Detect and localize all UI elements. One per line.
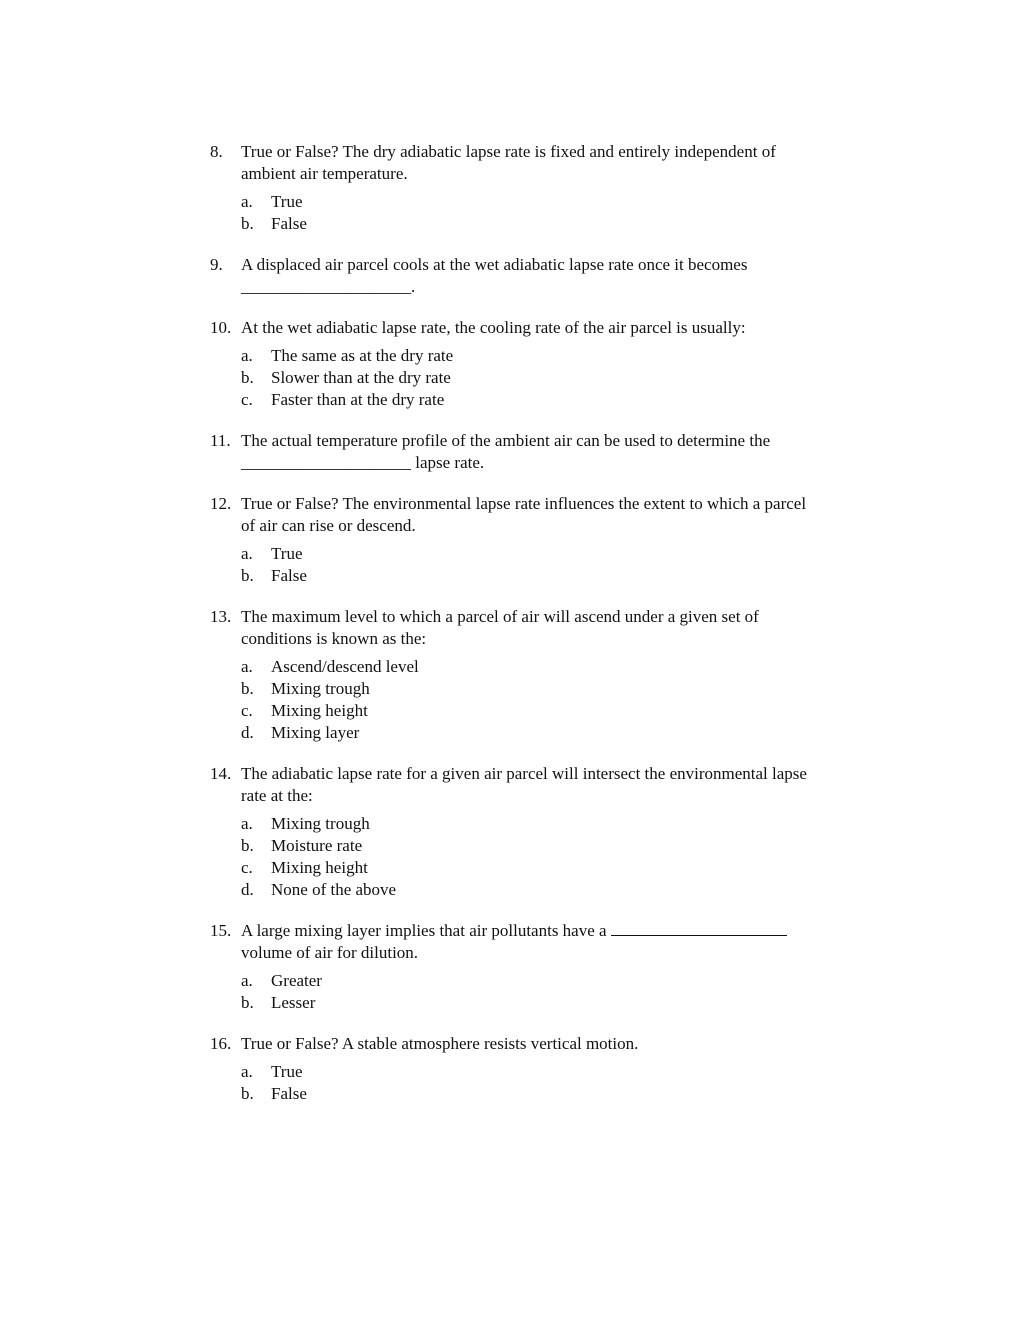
- option-letter: b.: [241, 993, 254, 1012]
- option-letter: a.: [241, 971, 253, 990]
- question-text: [241, 920, 861, 964]
- answer-option: [0, 879, 1024, 901]
- question-number: 16.: [210, 1034, 232, 1053]
- option-letter: b.: [241, 368, 254, 387]
- answer-options: [0, 1061, 1024, 1105]
- option-text: Faster than at the dry rate: [271, 390, 445, 409]
- option-text: The same as at the dry rate: [271, 346, 454, 365]
- question-number: 15.: [210, 921, 232, 940]
- answer-option: [0, 213, 1024, 235]
- option-text: Mixing layer: [271, 723, 360, 742]
- question-line-text: conditions is known as the:: [241, 629, 427, 648]
- option-text: Mixing trough: [271, 814, 370, 833]
- option-text: Slower than at the dry rate: [271, 368, 451, 387]
- answer-option: [0, 191, 1024, 213]
- question-line: [241, 785, 861, 807]
- answer-option: [0, 656, 1024, 678]
- question-number: 13.: [210, 607, 232, 626]
- option-text: Mixing height: [271, 858, 368, 877]
- question-line-text: True or False? A stable atmosphere resists vertical motion.: [241, 1034, 639, 1053]
- answer-option: [0, 1083, 1024, 1105]
- question-line-text: volume of air for dilution.: [241, 943, 419, 962]
- option-letter: a.: [241, 657, 253, 676]
- question-14: [0, 763, 1024, 901]
- question-13: [0, 606, 1024, 744]
- question-line: [241, 141, 861, 163]
- option-letter: b.: [241, 836, 254, 855]
- option-text: None of the above: [271, 880, 397, 899]
- question-line-text: ____________________.: [241, 277, 416, 296]
- option-text: Lesser: [271, 993, 316, 1012]
- question-line-text: The actual temperature profile of the ambient air can be used to determine the: [241, 431, 771, 450]
- option-text: True: [271, 192, 303, 211]
- question-line: [241, 254, 861, 276]
- question-line: [241, 430, 861, 452]
- answer-option: [0, 857, 1024, 879]
- question-text: [241, 430, 861, 474]
- answer-option: [0, 700, 1024, 722]
- question-line: [241, 452, 861, 474]
- question-line: [241, 763, 861, 785]
- option-letter: a.: [241, 192, 253, 211]
- question-text: [241, 763, 861, 807]
- answer-options: [0, 543, 1024, 587]
- question-line: [241, 317, 861, 339]
- question-line-text: A displaced air parcel cools at the wet adiabatic lapse rate once it becomes: [241, 255, 748, 274]
- answer-option: [0, 389, 1024, 411]
- question-16: [0, 1033, 1024, 1105]
- answer-option: [0, 970, 1024, 992]
- answer-option: [0, 835, 1024, 857]
- option-letter: c.: [241, 858, 253, 877]
- option-letter: b.: [241, 214, 254, 233]
- option-text: True: [271, 1062, 303, 1081]
- question-text: [241, 254, 861, 298]
- answer-option: [0, 543, 1024, 565]
- question-line: [241, 606, 861, 628]
- question-line-text: The maximum level to which a parcel of air will ascend under a given set of: [241, 607, 759, 626]
- option-text: False: [271, 566, 307, 585]
- question-line-text: The adiabatic lapse rate for a given air parcel will intersect the environmental lapse: [241, 764, 807, 783]
- question-line: [241, 628, 861, 650]
- answer-option: [0, 992, 1024, 1014]
- question-11: [0, 430, 1024, 474]
- option-text: Greater: [271, 971, 322, 990]
- option-letter: d.: [241, 880, 254, 899]
- question-text: [241, 317, 861, 339]
- question-line-text: True or False? The environmental lapse rate influences the extent to which a parcel: [241, 494, 807, 513]
- option-letter: a.: [241, 814, 253, 833]
- option-letter: c.: [241, 390, 253, 409]
- question-line-text: A large mixing layer implies that air pollutants have a: [241, 921, 607, 940]
- question-number: 8.: [210, 142, 223, 161]
- option-text: Ascend/descend level: [271, 657, 419, 676]
- question-text: [241, 1033, 861, 1055]
- answer-option: [0, 565, 1024, 587]
- answer-option: [0, 1061, 1024, 1083]
- question-8: [0, 141, 1024, 235]
- question-line: [241, 493, 861, 515]
- answer-options: [0, 970, 1024, 1014]
- question-line-text: rate at the:: [241, 786, 313, 805]
- question-text: [241, 493, 861, 537]
- option-letter: d.: [241, 723, 254, 742]
- question-line-text: At the wet adiabatic lapse rate, the cooling rate of the air parcel is usually:: [241, 318, 746, 337]
- question-10: [0, 317, 1024, 411]
- question-line-text: ____________________ lapse rate.: [241, 453, 485, 472]
- option-text: Mixing trough: [271, 679, 370, 698]
- answer-option: [0, 722, 1024, 744]
- option-letter: b.: [241, 566, 254, 585]
- question-number: 12.: [210, 494, 232, 513]
- question-line: [241, 1033, 861, 1055]
- option-text: True: [271, 544, 303, 563]
- option-letter: b.: [241, 1084, 254, 1103]
- answer-options: [0, 813, 1024, 901]
- question-line-text: of air can rise or descend.: [241, 516, 416, 535]
- question-12: [0, 493, 1024, 587]
- question-line: [241, 276, 861, 298]
- question-line: [241, 163, 861, 185]
- option-letter: a.: [241, 346, 253, 365]
- quiz-page: [0, 141, 1024, 1124]
- answer-option: [0, 367, 1024, 389]
- question-number: 9.: [210, 255, 223, 274]
- question-line: [241, 515, 861, 537]
- question-text: [241, 141, 861, 185]
- answer-option: [0, 678, 1024, 700]
- question-text: [241, 606, 861, 650]
- question-9: [0, 254, 1024, 298]
- answer-blank: [611, 921, 787, 936]
- question-number: 11.: [210, 431, 231, 450]
- question-line-text: True or False? The dry adiabatic lapse rate is fixed and entirely independent of: [241, 142, 776, 161]
- answer-option: [0, 813, 1024, 835]
- option-text: False: [271, 1084, 307, 1103]
- question-line-text: ambient air temperature.: [241, 164, 408, 183]
- option-letter: c.: [241, 701, 253, 720]
- option-text: False: [271, 214, 307, 233]
- question-line: [241, 920, 861, 942]
- option-letter: a.: [241, 1062, 253, 1081]
- question-number: 14.: [210, 764, 232, 783]
- question-line: [241, 942, 861, 964]
- option-text: Moisture rate: [271, 836, 363, 855]
- option-letter: b.: [241, 679, 254, 698]
- answer-options: [0, 345, 1024, 411]
- option-text: Mixing height: [271, 701, 368, 720]
- option-letter: a.: [241, 544, 253, 563]
- answer-options: [0, 656, 1024, 744]
- question-number: 10.: [210, 318, 232, 337]
- answer-option: [0, 345, 1024, 367]
- answer-options: [0, 191, 1024, 235]
- question-15: [0, 920, 1024, 1014]
